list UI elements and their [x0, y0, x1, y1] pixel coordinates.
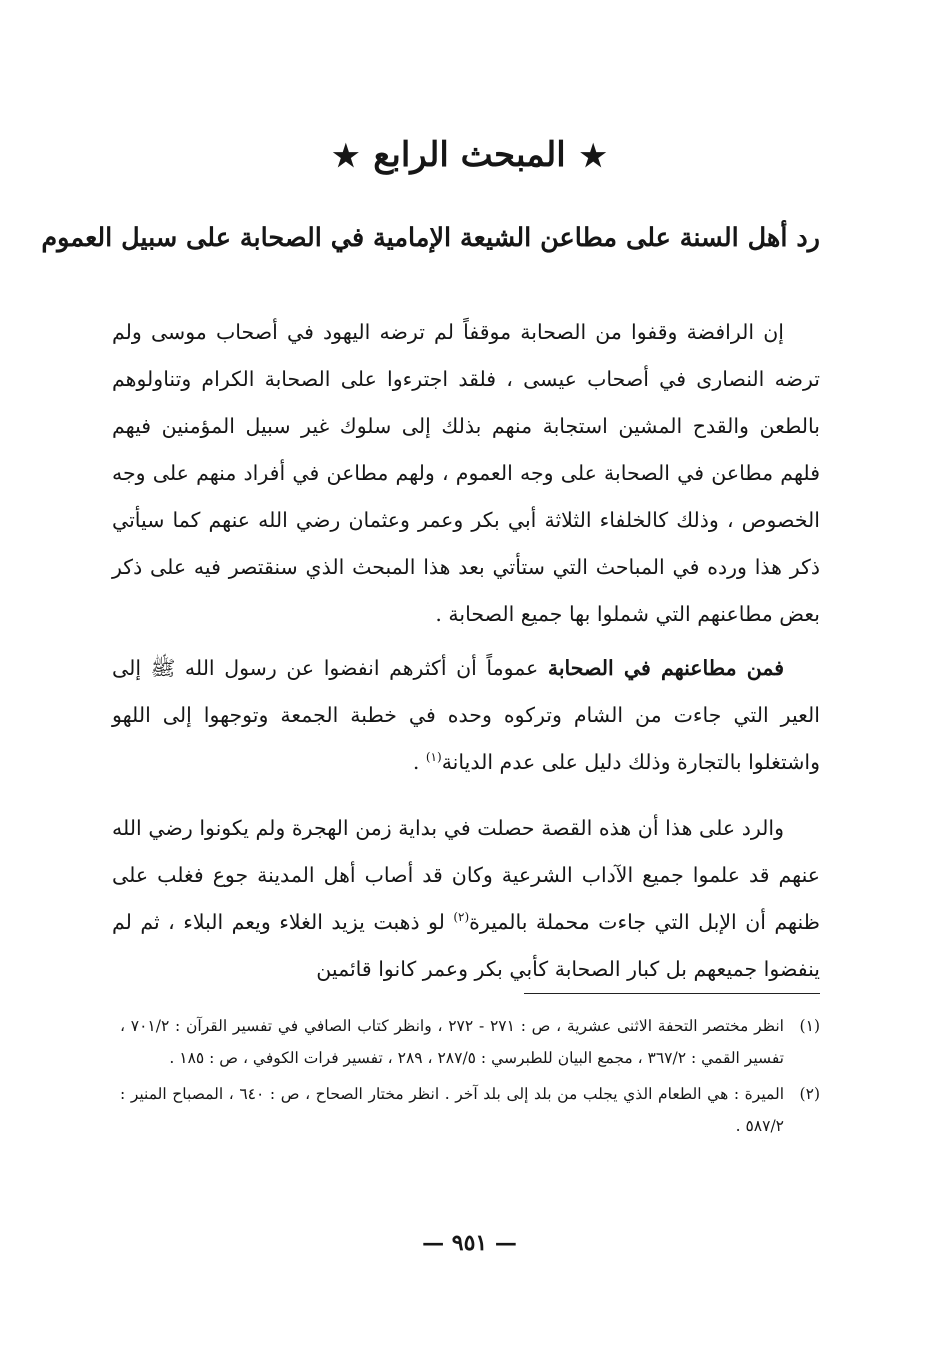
footnote-divider: [524, 993, 820, 994]
paragraph-end: .: [412, 750, 426, 774]
page-number: — ٩٥١ —: [422, 1230, 517, 1256]
paragraph-text: إن الرافضة وقفوا من الصحابة موقفاً لم ترضه اليهود في أصحاب موسى ولم ترضه النصارى في أصحاب عيسى ، فلقد اجترءوا على الصحابة الكرام وتناولوهم بالطعن والقدح المشين استجابة منهم بذلك إلى سلوك غير سبيل المؤمنين فيهم فلهم مطاعن في الصحابة على وجه العموم ، ولهم مطاعن في أفراد منهم على وجه الخصوص ، وذلك كالخلفاء الثلاثة أبي بكر وعمر وعثمان رضي الله عنهم كما سيأتي ذكر هذا ورده في المباحث التي ستأتي بعد هذا المبحث الذي سنقتصر فيه على ذكر بعض مطاعنهم التي شملوا بها جميع الصحابة .: [112, 320, 820, 626]
footnote-number: (٢): [799, 1085, 820, 1103]
chapter-heading: [0, 130, 939, 182]
paragraph-text: [112, 805, 820, 993]
paragraph-body: والرد على هذا أن هذه القصة حصلت في بداية زمن الهجرة ولم يكونوا رضي الله عنهم قد علموا جميع الآداب الشرعية وكان قد أصاب أهل المدينة جوع فغلب على ظنهم أن الإبل التي جاءت محملة بالميرة: [112, 816, 820, 934]
footnote-reference[interactable]: (١): [425, 750, 442, 765]
paragraph-body: عموماً أن أكثرهم انفضوا عن رسول الله ﷺ إلى العير التي جاءت من الشام وتركوه وحده في خطبة الجمعة وتوجهوا إلى اللهو واشتغلوا بالتجارة وذلك دليل على عدم الديانة: [112, 656, 820, 774]
footnote-item: [120, 1078, 820, 1142]
paragraph-response: [112, 805, 820, 993]
star-icon: ★: [579, 139, 607, 174]
chapter-title: المبحث الرابع: [373, 135, 566, 175]
footnote-number: (١): [799, 1017, 820, 1035]
star-icon: ★: [332, 139, 360, 174]
footnotes: [120, 1010, 820, 1146]
footnote-item: [120, 1010, 820, 1074]
section-title: رد أهل السنة على مطاعن الشيعة الإمامية في الصحابة على سبيل العموم: [41, 223, 820, 253]
paragraph-body-continued: لو ذهبت يزيد الغلاء ويعم البلاء ، ثم لم ينفضوا جميعهم بل كبار الصحابة كأبي بكر وعمر كانوا قائمين: [112, 910, 820, 981]
paragraph-intro: [112, 309, 820, 638]
paragraph-first-objection: [112, 645, 820, 786]
footnote-reference[interactable]: (٢): [453, 910, 470, 925]
footnote-text: انظر مختصر التحفة الاثنى عشرية ، ص : ٢٧١ - ٢٧٢ ، وانظر كتاب الصافي في تفسير القرآن : ٧٠١/٢ ، تفسير القمي : ٣٦٧/٢ ، مجمع البيان للطبرسي : ٢٨٧/٥ ، ٢٨٩ ، تفسير فرات الكوفي ، ص : ١٨٥ .: [120, 1017, 784, 1067]
footnote-text: الميرة : هي الطعام الذي يجلب من بلد إلى بلد آخر . انظر مختار الصحاح ، ص : ٦٤٠ ، المصباح المنير : ٥٨٧/٢ .: [120, 1085, 784, 1135]
bold-lead-phrase: فمن مطاعنهم في الصحابة: [547, 656, 784, 680]
paragraph-text: [112, 645, 820, 786]
